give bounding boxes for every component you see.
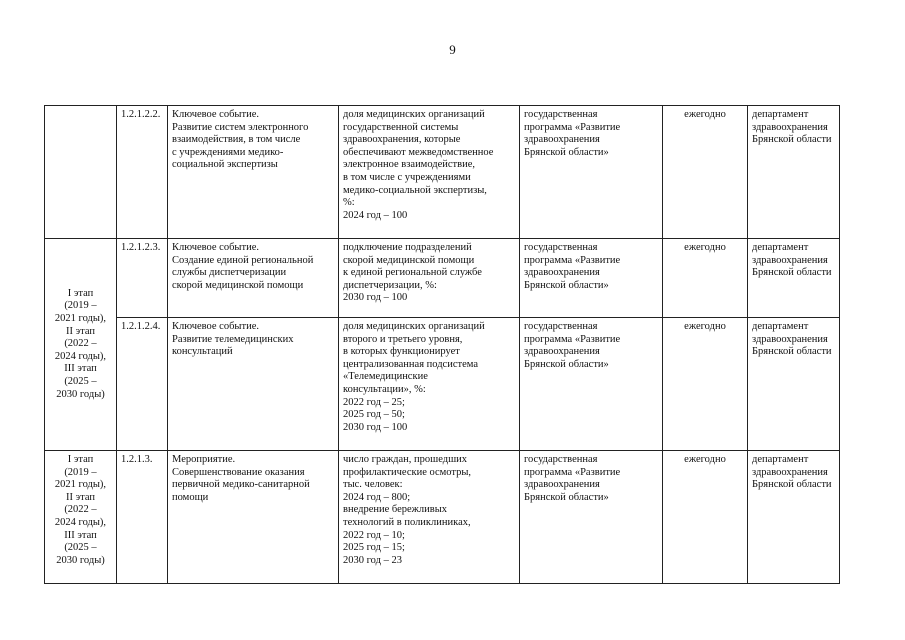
cell-line: медико-социальной экспертизы, bbox=[343, 184, 487, 196]
cell-line: здравоохранения bbox=[524, 134, 600, 146]
cell-line: Брянской области» bbox=[524, 358, 609, 370]
cell-line: департамент bbox=[752, 242, 809, 253]
cell-line: III этап bbox=[64, 363, 97, 375]
indicator-cell bbox=[339, 451, 520, 584]
cell-line: 2025 год – 15; bbox=[343, 542, 405, 554]
cell-line: здравоохранения bbox=[752, 466, 828, 478]
cell-line: (2019 – bbox=[64, 466, 97, 478]
cell-line: электронное взаимодействие, bbox=[343, 159, 476, 171]
table-row bbox=[45, 318, 840, 451]
cell-line: подключение подразделений bbox=[343, 242, 472, 253]
event-cell bbox=[168, 239, 339, 318]
cell-line: департамент bbox=[752, 109, 809, 120]
responsible-cell bbox=[748, 451, 840, 584]
event-cell bbox=[168, 318, 339, 451]
responsible-cell bbox=[748, 239, 840, 318]
indicator-cell bbox=[339, 106, 520, 239]
cell-line: Брянской области bbox=[752, 134, 832, 146]
cell-line: 2022 год – 10; bbox=[343, 529, 405, 541]
frequency-cell: ежегодно bbox=[663, 106, 748, 239]
cell-line: государственная bbox=[524, 242, 598, 253]
program-cell bbox=[520, 239, 663, 318]
cell-line: 2030 годы) bbox=[56, 554, 105, 566]
cell-line: Развитие телемедицинских bbox=[172, 333, 294, 345]
cell-line: первичной медико-санитарной bbox=[172, 479, 310, 491]
cell-line: программа «Развитие bbox=[524, 466, 621, 478]
cell-line: диспетчеризации, %: bbox=[343, 279, 437, 291]
cell-line: второго и третьего уровня, bbox=[343, 333, 463, 345]
cell-line: тыс. человек: bbox=[343, 479, 403, 491]
stage-cell bbox=[45, 451, 117, 584]
cell-line: Брянской области» bbox=[524, 491, 609, 503]
cell-line: доля медицинских организаций bbox=[343, 321, 485, 332]
cell-line: II этап bbox=[66, 491, 95, 503]
cell-line: здравоохранения, которые bbox=[343, 134, 461, 146]
cell-line: консультации», %: bbox=[343, 383, 426, 395]
cell-line: Развитие систем электронного bbox=[172, 121, 309, 133]
cell-line: здравоохранения bbox=[752, 121, 828, 133]
cell-line: государственной системы bbox=[343, 121, 459, 133]
cell-line: здравоохранения bbox=[524, 479, 600, 491]
cell-line: взаимодействия, в том числе bbox=[172, 134, 301, 146]
responsible-cell bbox=[748, 318, 840, 451]
cell-line: Ключевое событие. bbox=[172, 109, 259, 120]
frequency-cell: ежегодно bbox=[663, 451, 748, 584]
cell-line: (2025 – bbox=[64, 375, 97, 387]
responsible-cell bbox=[748, 106, 840, 239]
cell-line: 2024 год – 800; bbox=[343, 491, 411, 503]
cell-line: скорой медицинской помощи bbox=[172, 279, 304, 291]
cell-line: I этап bbox=[67, 287, 94, 299]
cell-line: государственная bbox=[524, 321, 598, 332]
cell-line: скорой медицинской помощи bbox=[343, 254, 475, 266]
cell-line: 2024 годы), bbox=[54, 516, 107, 528]
cell-line: к единой региональной службе bbox=[343, 267, 482, 279]
frequency-cell: ежегодно bbox=[663, 318, 748, 451]
cell-line: здравоохранения bbox=[752, 254, 828, 266]
program-cell bbox=[520, 451, 663, 584]
cell-line: программа «Развитие bbox=[524, 254, 621, 266]
cell-line: II этап bbox=[66, 325, 95, 337]
frequency-cell: ежегодно bbox=[663, 239, 748, 318]
stage-cell bbox=[45, 106, 117, 239]
cell-line: Создание единой региональной bbox=[172, 254, 314, 266]
cell-line: Ключевое событие. bbox=[172, 321, 259, 332]
cell-line: Совершенствование оказания bbox=[172, 466, 305, 478]
cell-line: 2025 год – 50; bbox=[343, 409, 405, 421]
cell-line: централизованная подсистема bbox=[343, 358, 478, 370]
cell-line: 2030 год – 23 bbox=[343, 554, 402, 566]
cell-line: социальной экспертизы bbox=[172, 159, 278, 171]
cell-line: с учреждениями медико- bbox=[172, 146, 284, 158]
activities-table bbox=[44, 105, 840, 584]
cell-line: технологий в поликлиниках, bbox=[343, 516, 471, 528]
code-cell: 1.2.1.2.2. bbox=[117, 106, 168, 239]
cell-line: 2030 год – 100 bbox=[343, 421, 408, 433]
cell-line: Брянской области bbox=[752, 479, 832, 491]
cell-line: профилактические осмотры, bbox=[343, 466, 472, 478]
table-row bbox=[45, 239, 840, 318]
code-cell: 1.2.1.2.3. bbox=[117, 239, 168, 318]
table-row bbox=[45, 451, 840, 584]
cell-line: государственная bbox=[524, 454, 598, 465]
cell-line: (2019 – bbox=[64, 300, 97, 312]
cell-line: (2025 – bbox=[64, 542, 97, 554]
cell-line: здравоохранения bbox=[524, 267, 600, 279]
indicator-cell bbox=[339, 239, 520, 318]
cell-line: обеспечивают межведомственное bbox=[343, 146, 494, 158]
cell-line: доля медицинских организаций bbox=[343, 109, 485, 120]
cell-line: Ключевое событие. bbox=[172, 242, 259, 253]
cell-line: III этап bbox=[64, 529, 97, 541]
cell-line: внедрение бережливых bbox=[343, 504, 448, 516]
event-cell bbox=[168, 451, 339, 584]
code-cell: 1.2.1.3. bbox=[117, 451, 168, 584]
cell-line: департамент bbox=[752, 454, 809, 465]
stage-cell bbox=[45, 239, 117, 451]
cell-line: государственная bbox=[524, 109, 598, 120]
event-cell bbox=[168, 106, 339, 239]
cell-line: %: bbox=[343, 197, 355, 209]
cell-line: (2022 – bbox=[64, 504, 97, 516]
cell-line: в том числе с учреждениями bbox=[343, 171, 471, 183]
code-cell: 1.2.1.2.4. bbox=[117, 318, 168, 451]
cell-line: «Телемедицинские bbox=[343, 371, 428, 383]
cell-line: программа «Развитие bbox=[524, 121, 621, 133]
cell-line: Брянской области bbox=[752, 346, 832, 358]
cell-line: здравоохранения bbox=[752, 333, 828, 345]
indicator-cell bbox=[339, 318, 520, 451]
table-row bbox=[45, 106, 840, 239]
cell-line: (2022 – bbox=[64, 338, 97, 350]
cell-line: программа «Развитие bbox=[524, 333, 621, 345]
cell-line: 2021 годы), bbox=[54, 479, 107, 491]
cell-line: 2022 год – 25; bbox=[343, 396, 405, 408]
cell-line: 2030 год – 100 bbox=[343, 292, 408, 304]
program-cell bbox=[520, 318, 663, 451]
cell-line: консультаций bbox=[172, 346, 233, 358]
cell-line: 2021 годы), bbox=[54, 313, 107, 325]
cell-line: I этап bbox=[67, 454, 94, 465]
cell-line: 2030 годы) bbox=[56, 388, 105, 400]
cell-line: Брянской области» bbox=[524, 146, 609, 158]
cell-line: службы диспетчеризации bbox=[172, 267, 287, 279]
cell-line: Мероприятие. bbox=[172, 454, 236, 465]
cell-line: департамент bbox=[752, 321, 809, 332]
cell-line: в которых функционирует bbox=[343, 346, 460, 358]
cell-line: 2024 годы), bbox=[54, 350, 107, 362]
cell-line: Брянской области» bbox=[524, 279, 609, 291]
cell-line: число граждан, прошедших bbox=[343, 454, 468, 465]
cell-line: здравоохранения bbox=[524, 346, 600, 358]
program-cell bbox=[520, 106, 663, 239]
page-number: 9 bbox=[449, 42, 456, 57]
cell-line: помощи bbox=[172, 491, 209, 503]
cell-line: Брянской области bbox=[752, 267, 832, 279]
cell-line: 2024 год – 100 bbox=[343, 209, 408, 221]
